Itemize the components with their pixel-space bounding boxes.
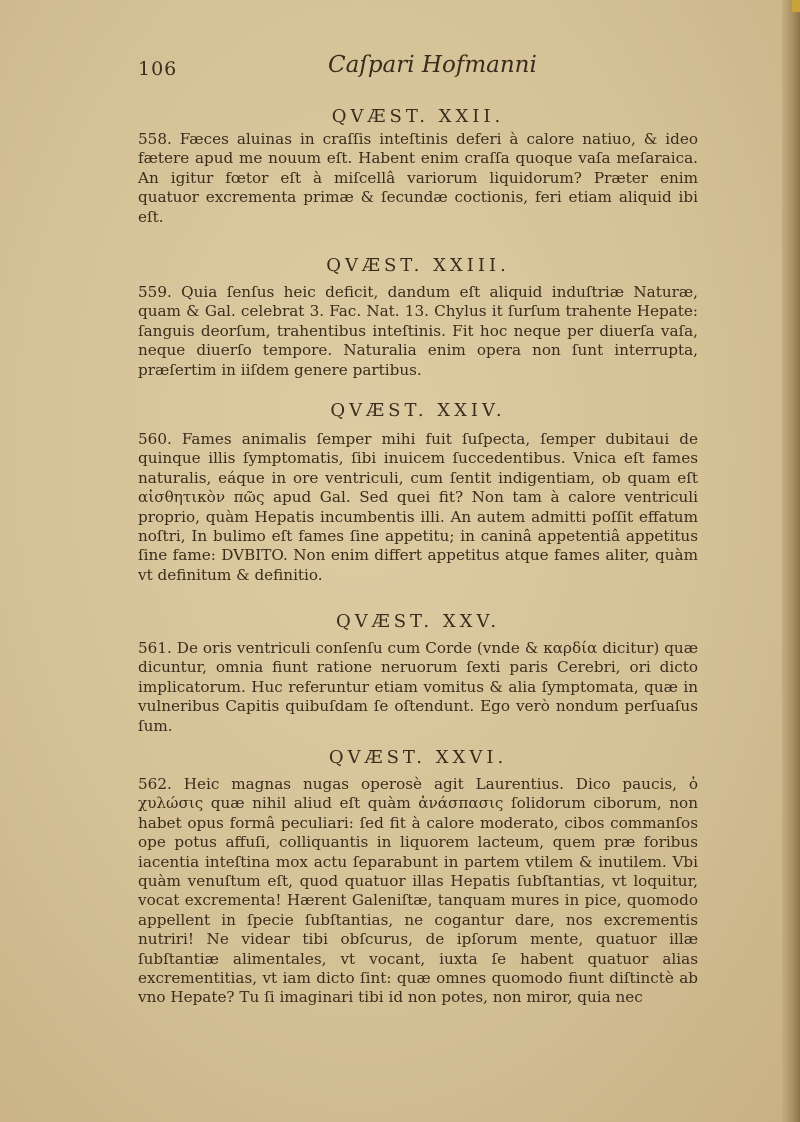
paragraph-558: 558. Fæces aluinas in craſſis inteſtinis deferi à calore natiuo, & ideo fætere apud me nouum eſt. Habent enim craſſa quoque vaſa meſaraica. An igitur fœtor eſt à miſcellâ variorum liquidorum? Præter enim quatuor excrementa primæ & ſecundæ coctionis, feri etiam aliquid ibi eſt. (138, 130, 698, 226)
paragraph-560: 560. Fames animalis ſemper mihi fuit ſuſpecta, ſemper dubitaui de quinque illis ſymptomatis, ſibi inuicem ſuccedentibus. Vnica eſt fames naturalis, eáque in ore ventriculi, cum ſentit indigentiam, ob quam eſt αἰσθητικὸν πῶς apud Gal. Sed quei fit? Non tam à calore ventriculi proprio, quàm Hepatis incumbentis illi. An autem admitti poſſit effatum noſtri, In bulimo eſt fames ſine appetitu; in caninâ appetentiâ appetitus ſine fame: DVBITO. Non enim differt appetitus atque fames aliter, quàm vt definitum & definitio. (138, 430, 698, 584)
section-title-xxiii: QVÆST. XXIII. (326, 255, 510, 276)
page-number: 106 (138, 58, 178, 80)
paragraph-559: 559. Quia ſenſus heic deficit, dandum eſt aliquid induſtriæ Naturæ, quam & Gal. celebrat 3. Fac. Nat. 13. Chylus it ſurſum trahente Hepate: ſanguis deorſum, trahentibus inteſtinis. Fit hoc neque per diuerſa vaſa, neque diuerſo tempore. Naturalia enim opera non ſunt interrupta, præſertim in iiſdem genere partibus. (138, 283, 698, 379)
section-title-xxv: QVÆST. XXV. (335, 611, 501, 632)
paragraph-562: 562. Heic magnas nugas operosè agit Laurentius. Dico paucis, ὁ χυλώσις quæ nihil aliud eſt quàm ἀνάσπασις ſolidorum ciborum, non habet opus formâ peculiari: ſed fit à calore moderato, cibos commanſos ope potus affuſi, colliquantis in liquorem lacteum, quem præ foribus iacentia inteſtina mox actu ſeparabunt in partem vtilem & inutilem. Vbi quàm venuſtum eſt, quod quatuor illas Hepatis ſubſtantias, vt loquitur, vocat excrementa! Hærent Galeniſtæ, tanquam mures in pice, quomodo appellent in ſpecie ſubſtantias, ne cogantur dare, nos excrementis nutriri! Ne videar tibi obſcurus, de ipſorum mente, quatuor illæ ſubſtantiæ alimentales, vt vocant, iuxta ſe habent quatuor alias excrementitias, vt iam dicto ſint: quæ omnes quomodo fiunt diſtinctè ab vno Hepate? Tu ſi imaginari tibi id non potes, non miror, quia nec (138, 775, 698, 1007)
page-header (138, 52, 698, 86)
section-title-xxvi: QVÆST. XXVI. (328, 747, 508, 768)
section-title-xxii: QVÆST. XXII. (331, 106, 505, 127)
section-title-xxiv: QVÆST. XXIV. (330, 400, 506, 421)
edge-mark (792, 0, 800, 12)
page-edge (782, 0, 800, 1122)
paragraph-561: 561. De oris ventriculi conſenſu cum Corde (vnde & καρδία dicitur) quæ dicuntur, omnia fiunt ratione neruorum ſexti paris Cerebri, ori dicto implicatorum. Huc referuntur etiam vomitus & alia ſymptomata, quæ in vulneribus Capitis quibuſdam ſe oſtendunt. Ego verò nondum perſuaſus ſum. (138, 639, 698, 735)
running-head: Caſpari Hofmanni (328, 52, 537, 78)
